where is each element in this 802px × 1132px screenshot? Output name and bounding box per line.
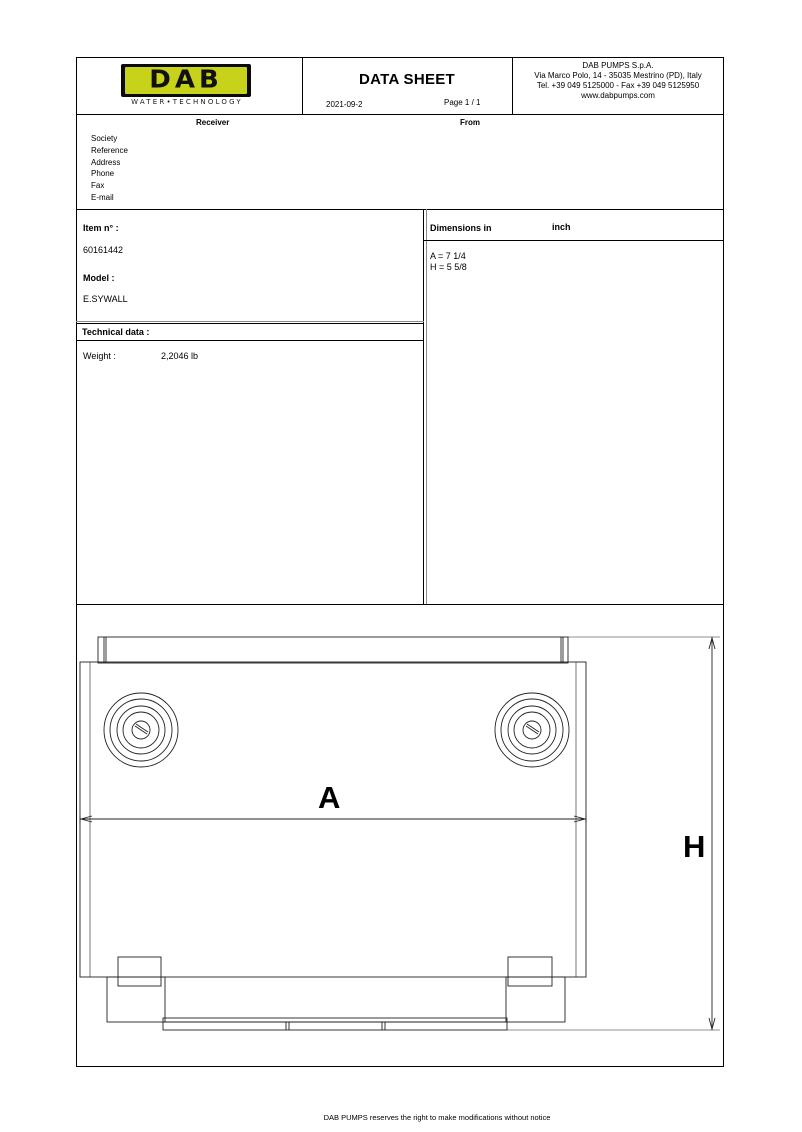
page-title: DATA SHEET [358,71,456,88]
page-number: Page 1 / 1 [444,98,481,107]
foot-left [118,957,161,986]
field-fax: Fax [91,181,105,191]
dim-h-label: H [683,829,706,864]
item-value: 60161442 [83,245,124,255]
weight-label: Weight : [83,351,116,361]
dimension-a: A = 7 1/4 [430,251,466,261]
model-value: E.SYWALL [83,294,128,304]
dimension-h: H = 5 5/8 [430,262,467,272]
field-address: Address [91,157,121,167]
footer-notice: DAB PUMPS reserves the right to make modifications without notice [323,1113,551,1122]
field-society: Society [91,134,118,143]
field-phone: Phone [91,169,115,179]
side-plate-left [107,977,165,1022]
field-email: E-mail [91,192,114,202]
dimensions-unit: inch [552,222,571,232]
top-rail [98,637,568,663]
connector-right [495,693,569,767]
sheet-date: 2021-09-2 [326,100,363,109]
technical-heading: Technical data : [82,327,150,337]
company-name: DAB PUMPS S.p.A. [582,61,654,70]
receiver-label: Receiver [196,118,230,127]
main-body [80,662,586,977]
dimensions-heading: Dimensions in [430,223,492,233]
company-phone: Tel. +39 049 5125000 - Fax +39 049 5125950 [536,81,700,90]
logo-text: DAB [149,65,223,95]
item-label: Item n° : [83,223,119,233]
connector-left [104,693,178,767]
weight-value: 2,2046 lb [161,351,199,361]
field-reference: Reference [91,145,128,155]
model-label: Model : [83,273,115,283]
bottom-base [163,1018,507,1030]
logo-subtitle: WATER•TECHNOLOGY [131,98,243,106]
from-label: From [460,118,480,127]
company-web: www.dabpumps.com [581,91,655,100]
dim-a-label: A [318,780,341,815]
foot-right [508,957,552,986]
side-plate-right [506,977,565,1022]
company-address: Via Marco Polo, 14 - 35035 Mestrino (PD), Italy [534,71,702,80]
